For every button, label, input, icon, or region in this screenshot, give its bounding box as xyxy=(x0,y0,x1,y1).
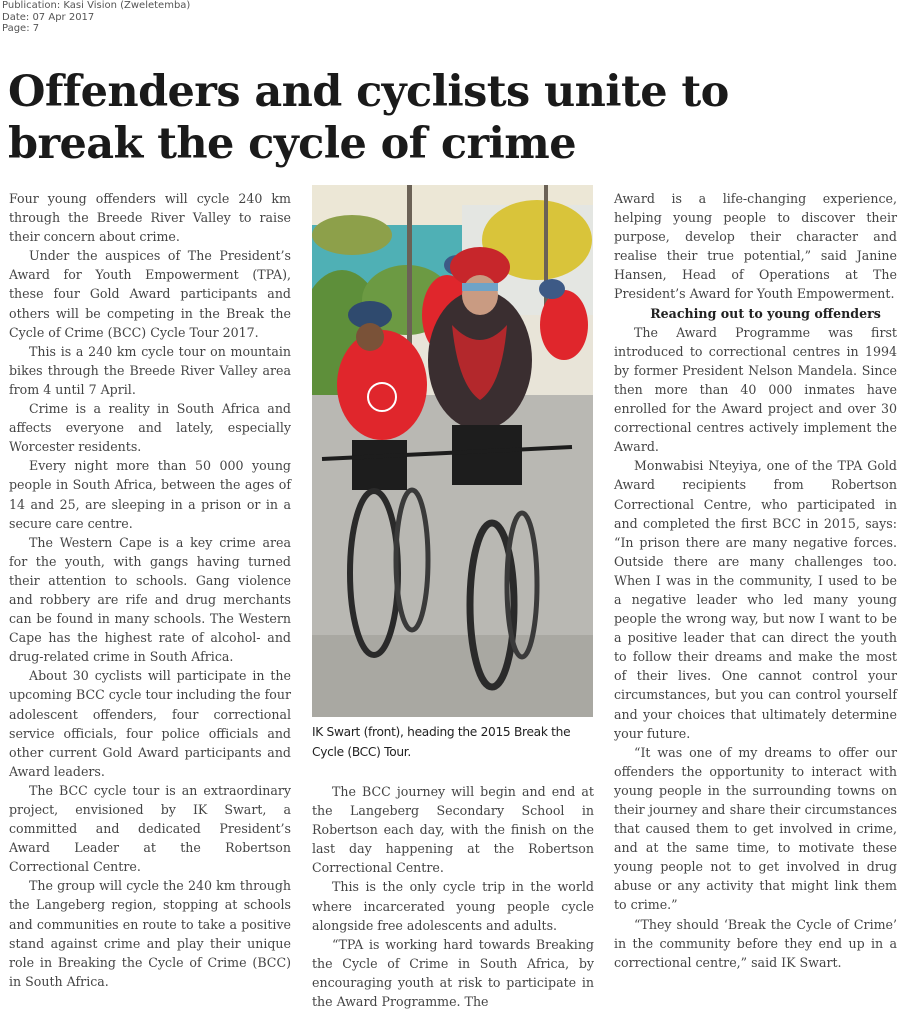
article-headline xyxy=(8,66,888,170)
paragraph: The BCC journey will begin and end at the Langeberg Secondary School in Robertson each day, with the finish on the last day happening at the Robertson Correctional Centre. xyxy=(312,784,594,876)
article-column-3 xyxy=(614,189,897,972)
paragraph-continuation: Award is a life-changing experience, helping young people to discover their purpose, develop their character and realise their true potential,” said Janine Hansen, Head of Operations at The President’s Award for Youth Empowerment. xyxy=(614,191,897,302)
paragraph: This is a 240 km cycle tour on mountain bikes through the Breede River Valley area from 4 until 7 April. xyxy=(9,343,291,397)
paragraph: “TPA is working hard towards Breaking the Cycle of Crime in South Africa, by encouraging youth at risk to participate in the Award Programme. The xyxy=(312,936,594,1010)
paragraph: The Western Cape is a key crime area for the youth, with gangs having turned their attention to schools. Gang violence and robbery are rife and drug merchants can be found in many schools. The Western Cape has the highest rate of alcohol- and drug-related crime in South Africa. xyxy=(9,534,291,665)
cyclists-photo-illustration xyxy=(312,185,593,717)
headline-line-1: Offenders and cyclists unite to xyxy=(8,67,729,117)
paragraph: Four young offenders will cycle 240 km through the Breede River Valley to raise their concern about crime. xyxy=(9,191,291,245)
publication-meta xyxy=(2,0,190,35)
paragraph: “They should ‘Break the Cycle of Crime’ in the community before they end up in a correctional centre,” said IK Swart. xyxy=(614,916,897,970)
paragraph: Crime is a reality in South Africa and affects everyone and lately, especially Worcester residents. xyxy=(9,401,291,455)
page-number: Page: 7 xyxy=(2,23,40,34)
article-column-1 xyxy=(9,189,291,991)
paragraph: “It was one of my dreams to offer our offenders the opportunity to interact with young people in the surrounding towns on their journey and share their circumstances that caused them to get involved in crime, and at the same time, to motivate these young people not to get involved in drug abuse or any activity that might link them to crime.” xyxy=(614,744,897,913)
paragraph: Under the auspices of The President’s Award for Youth Empowerment (TPA), these four Gold Award participants and others will be competing in the Break the Cycle of Crime (BCC) Cycle Tour 2017. xyxy=(9,248,291,340)
publication-date: Date: 07 Apr 2017 xyxy=(2,11,95,23)
photo-caption: IK Swart (front), heading the 2015 Break the Cycle (BCC) Tour. xyxy=(312,725,571,759)
paragraph: About 30 cyclists will participate in the upcoming BCC cycle tour including the four adolescent offenders, four correctional service officials, four police officials and other current Gold Award participants and Award leaders. xyxy=(9,668,291,779)
headline-line-2: break the cycle of crime xyxy=(8,119,576,169)
paragraph: The Award Programme was first introduced to correctional centres in 1994 by former President Nelson Mandela. Since then more than 40 000 inmates have enrolled for the Award project and over 30 correctional centres actively implement the Award. xyxy=(614,324,897,455)
cyclists-photo xyxy=(312,185,593,717)
paragraph: This is the only cycle trip in the world where incarcerated young people cycle alongside free adolescents and adults. xyxy=(312,879,594,933)
publication-name: Publication: Kasi Vision (Zweletemba) xyxy=(2,0,191,11)
paragraph: The group will cycle the 240 km through the Langeberg region, stopping at schools and communities en route to take a positive stand against crime and play their unique role in Breaking the Cycle of Crime (BCC) in South Africa. xyxy=(9,878,291,989)
article-column-2 xyxy=(312,782,594,1011)
paragraph: Every night more than 50 000 young people in South Africa, between the ages of 14 and 25, are sleeping in a prison or in a secure care centre. xyxy=(9,458,291,531)
section-subheading: Reaching out to young offenders xyxy=(650,305,881,321)
paragraph: Monwabisi Nteyiya, one of the TPA Gold Award recipients from Robertson Correctional Centre, who participated in and completed the first BCC in 2015, says: “In prison there are many negative forces. Outside there are many challenges too. When I was in the community, I used to be a negative leader who led many young people the wrong way, but now I want to be a positive leader that can direct the youth to follow their dreams and make the most of their lives. One cannot control your circumstances, but you can control yourself and your choices that ultimately determine your future. xyxy=(614,458,897,741)
paragraph: The BCC cycle tour is an extraordinary project, envisioned by IK Swart, a committed and dedicated President’s Award Leader at the Robertson Correctional Centre. xyxy=(9,782,291,875)
